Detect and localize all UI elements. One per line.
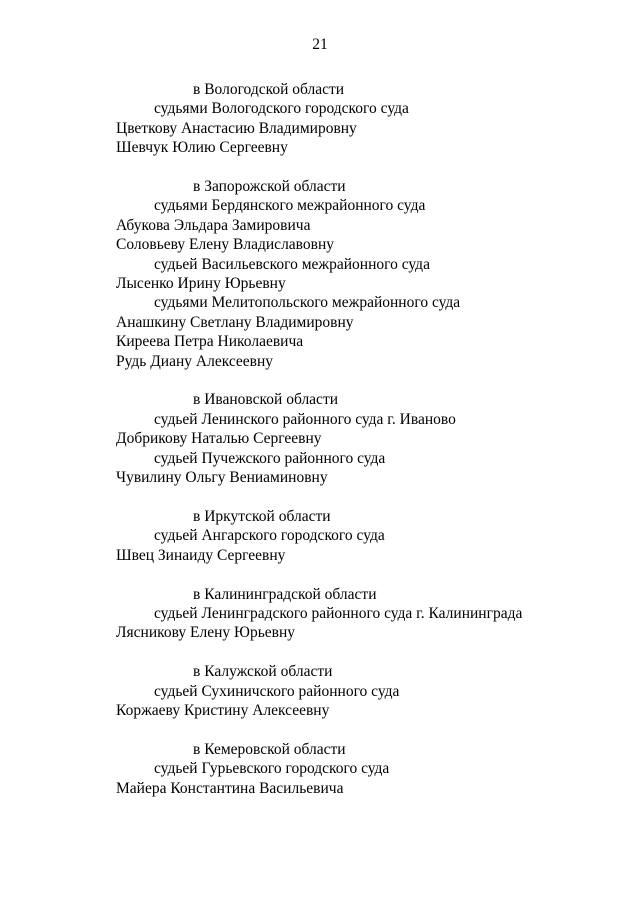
judge-name: Швец Зинаиду Сергеевну xyxy=(116,546,286,564)
court-title: судьей Гурьевского городского суда xyxy=(154,760,390,778)
judge-name: Шевчук Юлию Сергеевну xyxy=(116,139,288,157)
region-section xyxy=(0,177,640,371)
region-heading: в Кемеровской области xyxy=(193,740,346,758)
section-spacer xyxy=(0,720,640,740)
region-heading: в Калининградской области xyxy=(193,585,377,603)
section-spacer xyxy=(0,371,640,391)
region-section xyxy=(0,585,640,643)
region-section xyxy=(0,740,640,798)
region-heading: в Иркутской области xyxy=(193,507,331,525)
court-title: судьей Ангарского городского суда xyxy=(154,527,385,545)
region-section xyxy=(0,662,640,720)
judge-name: Киреева Петра Николаевича xyxy=(116,333,304,351)
court-title: судьей Васильевского межрайонного суда xyxy=(154,255,430,273)
judge-name: Майера Константина Васильевича xyxy=(116,779,344,797)
court-title: судьями Бердянского межрайонного суда xyxy=(154,197,426,215)
appointment-list xyxy=(0,80,640,798)
section-spacer xyxy=(0,487,640,507)
judge-name: Рудь Диану Алексеевну xyxy=(116,352,274,370)
section-spacer xyxy=(0,158,640,178)
region-heading: в Калужской области xyxy=(193,663,333,681)
section-spacer xyxy=(0,643,640,663)
judge-name: Цветкову Анастасию Владимировну xyxy=(116,119,357,137)
court-title: судьями Вологодского городского суда xyxy=(154,100,409,118)
section-spacer xyxy=(0,565,640,585)
region-section xyxy=(0,80,640,158)
court-title: судьей Пучежского районного суда xyxy=(154,449,386,467)
judge-name: Добрикову Наталью Сергеевну xyxy=(116,430,322,448)
judge-name: Лясникову Елену Юрьевну xyxy=(116,624,296,642)
court-title: судьями Мелитопольского межрайонного суда xyxy=(154,294,461,312)
judge-name: Лысенко Ирину Юрьевну xyxy=(116,275,286,293)
judge-name: Анашкину Светлану Владимировну xyxy=(116,313,354,331)
judge-name: Абукова Эльдара Замировича xyxy=(116,216,311,234)
court-title: судьей Сухиничского районного суда xyxy=(154,682,400,700)
judge-name: Соловьеву Елену Владиславовну xyxy=(116,236,335,254)
region-section xyxy=(0,507,640,565)
page-number: 21 xyxy=(312,36,328,53)
region-heading: в Вологодской области xyxy=(193,81,345,98)
court-title: судьей Ленинградского районного суда г. Калининграда xyxy=(154,604,523,622)
region-heading: в Запорожской области xyxy=(193,178,346,196)
court-title: судьей Ленинского районного суда г. Иваново xyxy=(154,410,456,428)
region-heading: в Ивановской области xyxy=(193,391,339,409)
region-section xyxy=(0,390,640,487)
judge-name: Коржаеву Кристину Алексеевну xyxy=(116,702,330,720)
judge-name: Чувилину Ольгу Вениаминовну xyxy=(116,469,328,487)
